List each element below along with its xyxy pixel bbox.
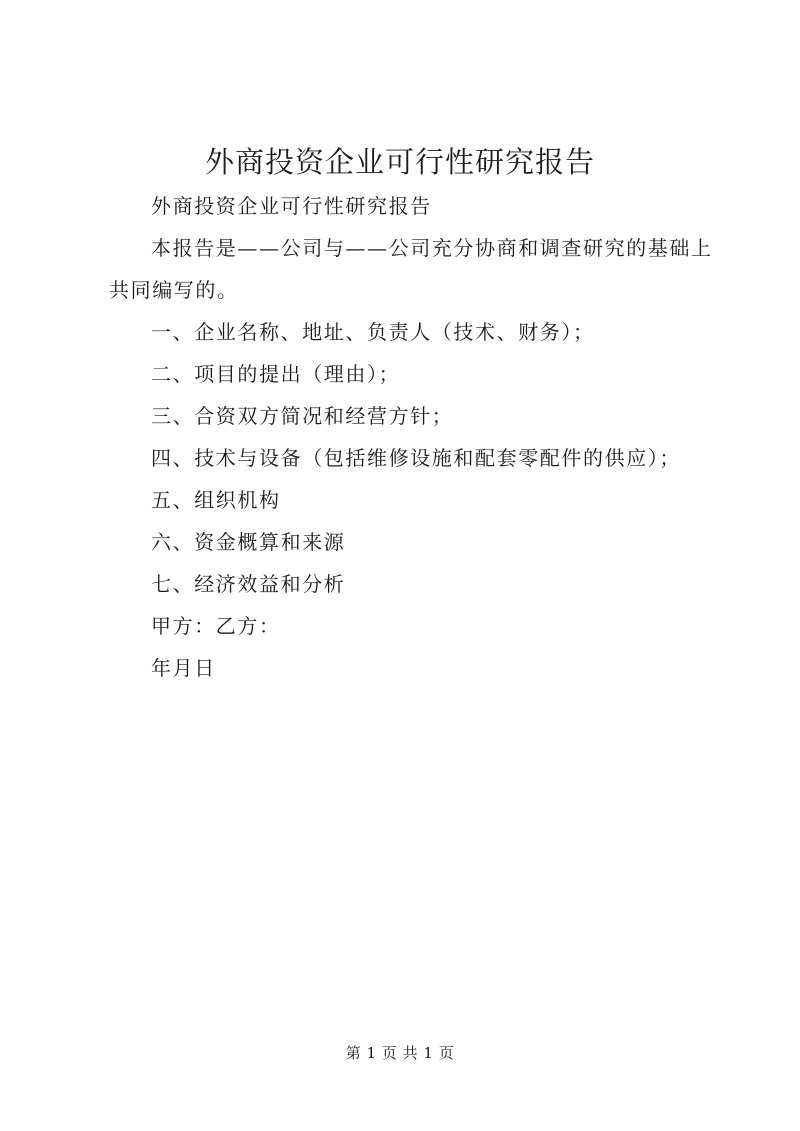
list-item-organization: 五、组织机构 [151,488,281,512]
signature-date: 年月日 [151,656,216,680]
paragraph-intro: 本报告是——公司与——公司充分协商和调查研究的基础上共同编写的。 [109,236,713,302]
document-body [109,185,719,689]
list-item-company-info: 一、企业名称、地址、负责人（技术、财务）； [151,320,595,344]
list-item-project-proposal: 二、项目的提出（理由）； [151,362,401,386]
list-item-economic-benefits: 七、经济效益和分析 [151,572,346,596]
signature-parties: 甲方：乙方： [151,614,281,638]
paragraph-subtitle: 外商投资企业可行性研究报告 [151,194,432,218]
page-number-footer: 第 1 页 共 1 页 [345,1044,455,1062]
document-title: 外商投资企业可行性研究报告 [204,145,595,179]
list-item-funding: 六、资金概算和来源 [151,530,346,554]
list-item-technology-equipment: 四、技术与设备（包括维修设施和配套零配件的供应）； [151,446,681,470]
list-item-partners-overview: 三、合资双方简况和经营方针； [151,404,454,428]
